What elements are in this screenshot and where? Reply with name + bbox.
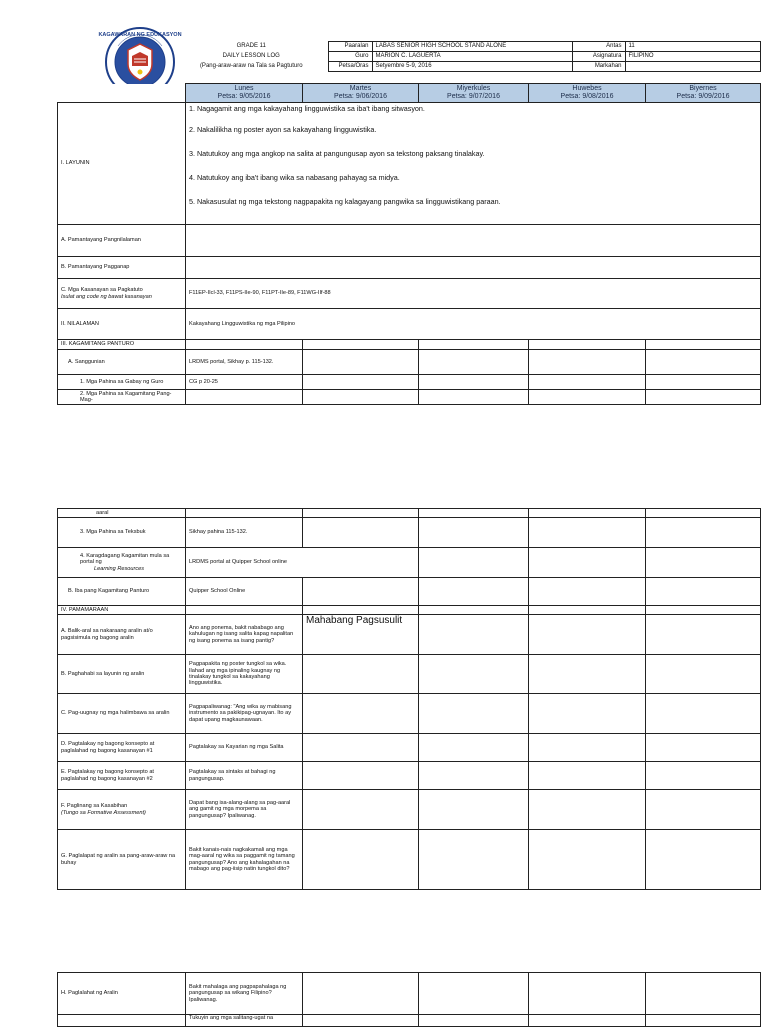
field-label: Antas [572, 42, 625, 52]
step-value: Bakit kanais-nais nagkakamali ang mga mag-aaral ng wika sa paggamit ng tamang pangungusap? Ano ang kahalagahan na mabago ang pag-iisip natin tungkol dito? [186, 830, 303, 890]
log-subtitle: (Pang-araw-araw na Tala sa Pagtuturo [199, 63, 303, 69]
field-label: Markahan [572, 62, 625, 72]
field-value: 11 [625, 42, 760, 52]
row-value: F11EP-IIcl-33, F11PS-IIe-90, F11PT-IIe-89, F11WG-IIf-88 [186, 279, 761, 309]
step-value: Ano ang ponema, bakit nababago ang kahulugan ng isang salita kapag napalitan ng isang ponema sa isang pantig? [186, 615, 303, 655]
field-value: MARION C. LAGUERTA [372, 52, 572, 62]
row-label: 3. Mga Pahina sa Teksbuk [58, 518, 186, 548]
row-label: A. Pamantayang Pangnilalaman [58, 225, 186, 257]
step-value: Dapat bang isa-alang-alang sa pag-aaral ang gamit ng mga morpema sa pangungusap? Ipaliwanag. [186, 790, 303, 830]
row-value: CG p 20-25 [186, 375, 303, 390]
row-value [186, 225, 761, 257]
section-label: III. KAGAMITANG PANTURO [58, 340, 186, 350]
section-label: IV. PAMAMARAAN [58, 606, 186, 615]
step-label [58, 1015, 186, 1027]
step-value: Bakit mahalaga ang pagpapahalaga ng pangungusap sa wikang Filipino? Ipaliwanag. [186, 973, 303, 1015]
step-label: F. Paglinang sa Kasabihan (Tungo sa Formative Assessment) [58, 790, 186, 830]
field-value: LABAS SENIOR HIGH SCHOOL STAND ALONE [372, 42, 572, 52]
field-value: Setyembre 5-9, 2016 [372, 62, 572, 72]
day-header-thursday: Huwebes Petsa: 9/08/2016 [529, 84, 646, 103]
field-value [625, 62, 760, 72]
day-header-monday: Lunes Petsa: 9/05/2016 [186, 84, 303, 103]
day-header-wednesday: Miyerkules Petsa: 9/07/2016 [419, 84, 529, 103]
row-label: B. Iba pang Kagamitang Panturo [58, 578, 186, 606]
row-label: 1. Mga Pahina sa Gabay ng Guro [58, 375, 186, 390]
layunin-objectives: 1. Nagagamit ang mga kakayahang lingguwistika sa iba't ibang sitwasyon. 2. Nakalilikha ng poster ayon sa kakayahang lingguwistika. 3. Natutukoy ang mga angkop na salita at pangungusap ayon sa tekstong paksang tinalakay. 4. Natutukoy ang iba't ibang wika sa nabasang pahayag sa midya. 5. Nakasusulat ng mga tekstong nagpapakita ng kalagayang pangwika sa lingguwistikang paraan. [186, 103, 761, 225]
field-label: Guro [328, 52, 372, 62]
lesson-table-page3 [57, 972, 761, 1027]
step-label: E. Pagtalakay ng bagong konsepto at paglalahad ng bagong kasanayan #2 [58, 762, 186, 790]
row-label: B. Pamantayang Pagganap [58, 257, 186, 279]
row-label: II. NILALAMAN [58, 309, 186, 340]
day-header-friday: Biyernes Petsa: 9/09/2016 [646, 84, 761, 103]
step-value: Pagtalakay sa Kayarian ng mga Salita [186, 734, 303, 762]
row-label: C. Mga Kasanayan sa Pagkatuto Isulat ang code ng bawat kasanayan [58, 279, 186, 309]
row-label: aaral [58, 509, 186, 518]
header-table [175, 41, 761, 72]
lesson-table-page2 [57, 508, 761, 890]
grade-label: GRADE 11 [236, 43, 266, 49]
row-value [186, 257, 761, 279]
row-value: Kakayahang Lingguwistika ng mga Pilipino [186, 309, 761, 340]
log-title: DAILY LESSON LOG [222, 53, 280, 59]
field-label: Asignatura [572, 52, 625, 62]
step-label: A. Balik-aral sa nakaraang aralin at/o pagsisimula ng bagong aralin [58, 615, 186, 655]
step-label: G. Paglalapat ng aralin sa pang-araw-araw na buhay [58, 830, 186, 890]
step-value: Pagpapakita ng poster tungkol sa wika. Ilahad ang mga ipinaling kaugnay ng tinalakay tungkol sa kakayahang lingguwistika. [186, 655, 303, 694]
step-value: Tukuyin ang mga salitang-ugat na [186, 1015, 303, 1027]
row-label: 2. Mga Pahina sa Kagamitang Pang-Mag- [58, 390, 186, 405]
row-label: 4. Karagdagang Kagamitan mula sa portal ng Learning Resources [58, 548, 186, 578]
row-value: LRDMS portal at Quipper School online [186, 548, 419, 578]
step-label: H. Paglalahat ng Aralin [58, 973, 186, 1015]
logo-text: KAGAWARAN NG EDUKASYON [98, 32, 182, 38]
step-label: D. Pagtalakay ng bagong konsepto at paglalahad ng bagong kasanayan #1 [58, 734, 186, 762]
row-label: A. Sanggunian [58, 350, 186, 375]
step-value: Pagpapaliwanag: "Ang wika ay mabisang instrumento sa pakikipag-ugnayan. Ito ay dapat upang magkaunawaan. [186, 694, 303, 734]
step-value: Pagtalakay sa sintaks at bahagi ng pangungusap. [186, 762, 303, 790]
step-label: B. Paghahabi sa layunin ng aralin [58, 655, 186, 694]
row-value: Quipper School Online [186, 578, 303, 606]
field-label: Petsa/Oras [328, 62, 372, 72]
row-value: Sikhay pahina 115-132. [186, 518, 303, 548]
field-label: Paaralan [328, 42, 372, 52]
tuesday-activity: Mahabang Pagsusulit [303, 615, 419, 655]
step-label: C. Pag-uugnay ng mga halimbawa sa aralin [58, 694, 186, 734]
field-value: FILIPINO [625, 52, 760, 62]
row-value: LRDMS portal, Sikhay p. 115-132. [186, 350, 303, 375]
day-header-tuesday: Martes Petsa: 9/06/2016 [303, 84, 419, 103]
lesson-table-page1 [57, 83, 761, 405]
layunin-label: I. LAYUNIN [58, 103, 186, 225]
